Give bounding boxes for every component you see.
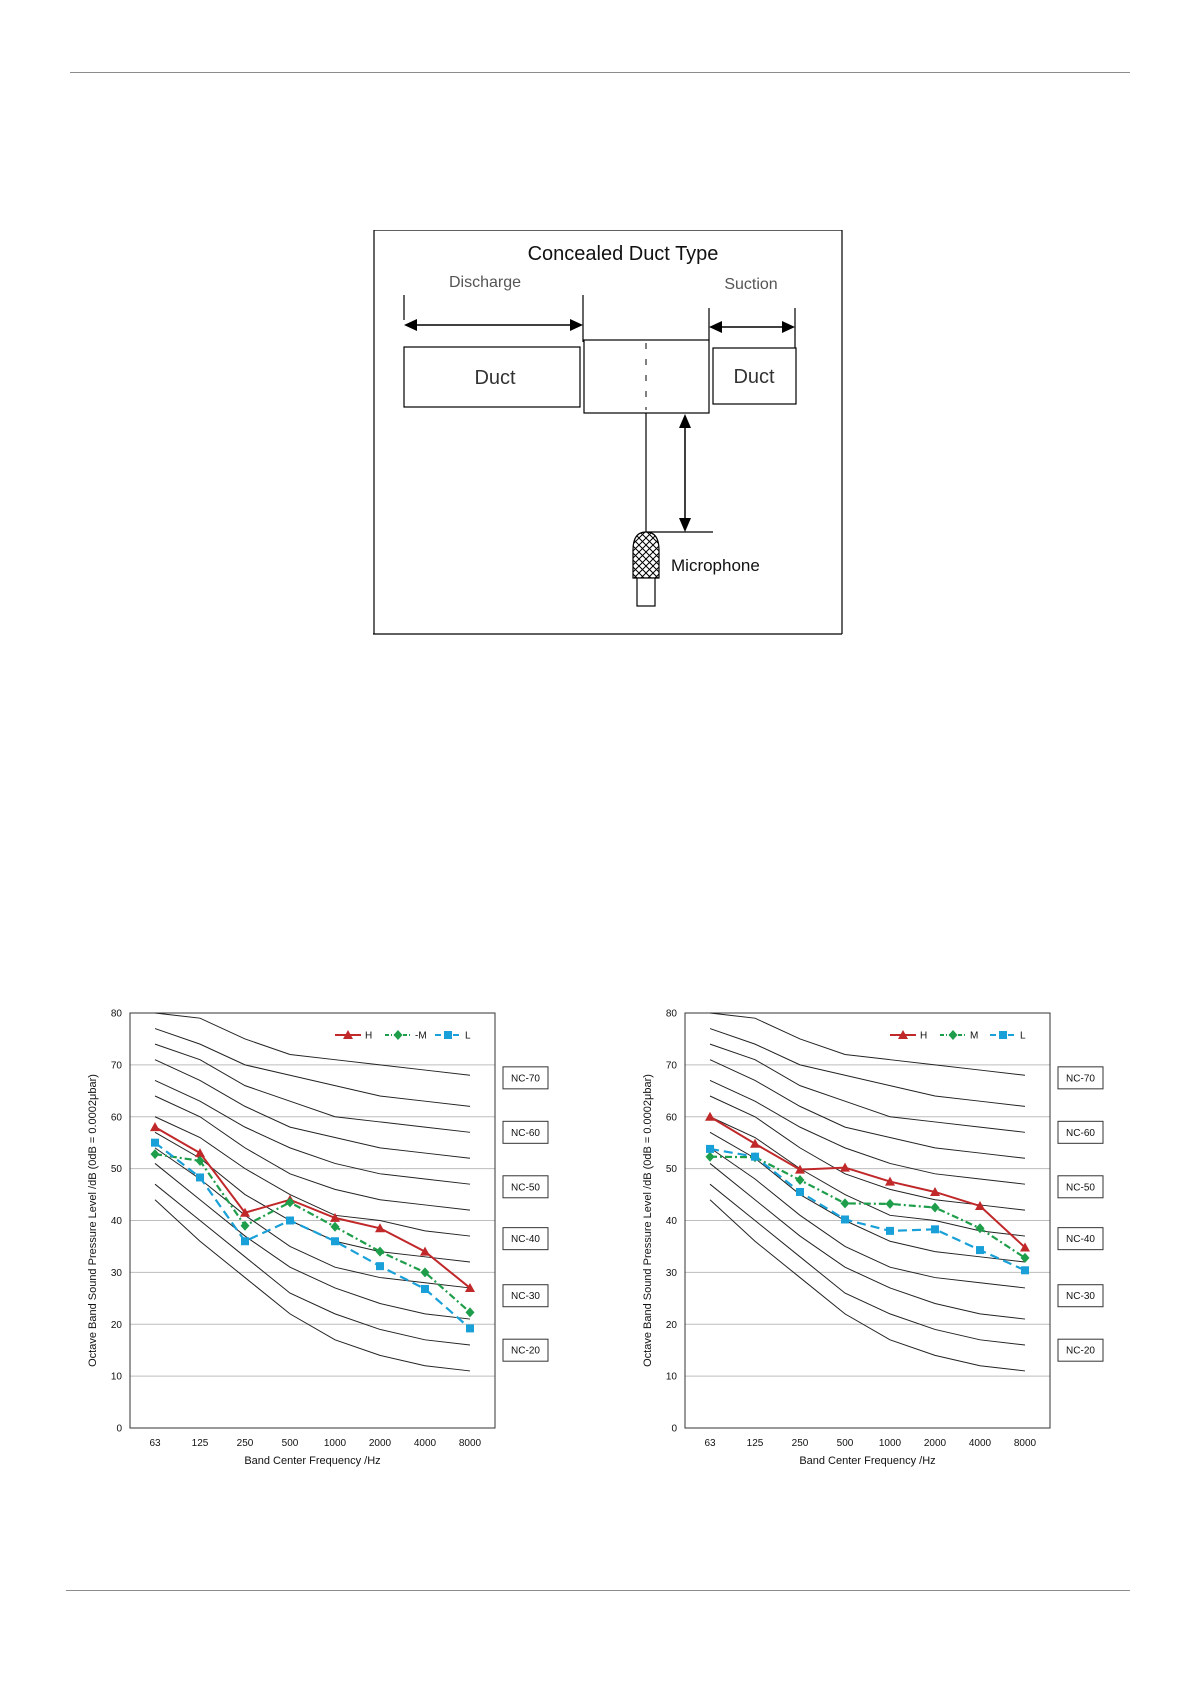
x-tick-label: 2000	[368, 1438, 392, 1449]
x-tick-label: 8000	[1013, 1438, 1037, 1449]
data-point	[751, 1153, 759, 1161]
data-point	[886, 1199, 895, 1209]
nc-curve	[710, 1117, 1025, 1236]
nc-label: NC-50	[511, 1182, 540, 1194]
data-point	[976, 1223, 985, 1233]
legend-marker	[444, 1031, 452, 1039]
nc-label: NC-40	[511, 1234, 540, 1246]
x-axis-title: Band Center Frequency /Hz	[244, 1455, 381, 1467]
y-tick-label: 80	[110, 1008, 122, 1020]
y-tick-label: 80	[665, 1008, 677, 1020]
data-point	[331, 1237, 339, 1245]
legend-label: L	[1020, 1030, 1026, 1042]
legend-label: -M	[415, 1030, 427, 1042]
data-point	[241, 1221, 250, 1231]
x-tick-label: 1000	[323, 1438, 347, 1449]
data-point	[706, 1152, 715, 1162]
y-tick-label: 50	[665, 1164, 677, 1176]
y-axis-title: Octave Band Sound Pressure Level /dB (0dB = 0.0002μbar)	[642, 1074, 654, 1367]
data-point	[195, 1148, 205, 1157]
x-tick-label: 125	[191, 1438, 209, 1449]
y-tick-label: 10	[665, 1371, 677, 1383]
y-tick-label: 20	[110, 1319, 122, 1331]
y-tick-label: 0	[671, 1423, 677, 1435]
data-point	[331, 1222, 340, 1232]
y-tick-label: 30	[110, 1267, 122, 1279]
nc-label: NC-20	[1066, 1345, 1095, 1357]
data-point	[421, 1285, 429, 1293]
x-tick-label: 250	[791, 1438, 809, 1449]
nc-label: NC-70	[1066, 1073, 1095, 1085]
microphone-label: Microphone	[671, 556, 760, 575]
nc-label: NC-50	[1066, 1182, 1095, 1194]
data-point	[796, 1175, 805, 1185]
data-point	[286, 1197, 295, 1207]
distance-arrow	[646, 413, 713, 532]
footer-rule	[66, 1590, 1130, 1591]
legend-label: L	[465, 1030, 471, 1042]
data-point	[286, 1217, 294, 1225]
nc-curve	[155, 1163, 470, 1319]
nc-chart-right	[635, 1005, 1155, 1530]
data-point	[796, 1188, 804, 1196]
microphone-icon	[633, 532, 659, 606]
data-point	[376, 1247, 385, 1257]
duct-right-label: Duct	[733, 366, 775, 388]
diagram-title: Concealed Duct Type	[527, 243, 719, 265]
y-tick-label: 10	[110, 1371, 122, 1383]
y-tick-label: 40	[110, 1216, 122, 1227]
data-point	[151, 1139, 159, 1147]
discharge-arrow	[404, 295, 583, 342]
data-point	[886, 1227, 894, 1235]
data-point	[706, 1145, 714, 1153]
duct-left-label: Duct	[474, 367, 516, 389]
nc-label: NC-60	[511, 1127, 540, 1139]
legend-label: M	[970, 1030, 979, 1042]
series-line-l	[155, 1143, 470, 1329]
nc-curve	[710, 1013, 1025, 1075]
x-tick-label: 8000	[458, 1438, 482, 1449]
x-tick-label: 63	[149, 1438, 161, 1449]
legend-label: H	[920, 1030, 928, 1042]
x-tick-label: 125	[746, 1438, 764, 1449]
data-point	[976, 1246, 984, 1254]
data-point	[466, 1324, 474, 1332]
data-point	[376, 1262, 384, 1270]
x-tick-label: 2000	[923, 1438, 947, 1449]
data-point	[196, 1173, 204, 1181]
y-tick-label: 50	[110, 1164, 122, 1176]
x-tick-label: 250	[236, 1438, 254, 1449]
legend-marker	[394, 1030, 403, 1040]
x-tick-label: 4000	[968, 1438, 992, 1449]
y-tick-label: 0	[116, 1423, 122, 1435]
nc-curve	[155, 1013, 470, 1075]
x-tick-label: 500	[836, 1438, 854, 1449]
x-tick-label: 4000	[413, 1438, 437, 1449]
y-tick-label: 40	[665, 1216, 677, 1227]
nc-curve	[710, 1163, 1025, 1319]
x-axis-title: Band Center Frequency /Hz	[799, 1455, 936, 1467]
nc-label: NC-20	[511, 1345, 540, 1357]
x-tick-label: 500	[281, 1438, 299, 1449]
data-point	[466, 1307, 475, 1317]
concealed-duct-diagram	[373, 230, 843, 635]
series-line-h	[155, 1127, 470, 1288]
discharge-label: Discharge	[448, 274, 522, 291]
y-axis-title: Octave Band Sound Pressure Level /dB (0dB = 0.0002μbar)	[87, 1074, 99, 1367]
data-point	[841, 1198, 850, 1208]
nc-label: NC-70	[511, 1073, 540, 1085]
data-point	[841, 1215, 849, 1223]
data-point	[241, 1237, 249, 1245]
y-tick-label: 70	[110, 1060, 122, 1072]
y-tick-label: 60	[665, 1112, 677, 1124]
legend-marker	[999, 1031, 1007, 1039]
y-tick-label: 20	[665, 1319, 677, 1331]
nc-label: NC-40	[1066, 1234, 1095, 1246]
data-point	[1021, 1266, 1029, 1274]
suction-label: Suction	[724, 276, 778, 293]
data-point	[420, 1247, 430, 1256]
nc-label: NC-30	[1066, 1291, 1095, 1303]
y-tick-label: 60	[110, 1112, 122, 1124]
header-rule	[70, 72, 1130, 73]
nc-chart-left	[80, 1005, 600, 1530]
nc-label: NC-60	[1066, 1127, 1095, 1139]
y-tick-label: 70	[665, 1060, 677, 1072]
data-point	[931, 1225, 939, 1233]
nc-label: NC-30	[511, 1291, 540, 1303]
data-point	[150, 1122, 160, 1131]
legend-marker	[949, 1030, 958, 1040]
suction-arrow	[709, 308, 795, 348]
x-tick-label: 1000	[878, 1438, 902, 1449]
legend-label: H	[365, 1030, 373, 1042]
data-point	[931, 1203, 940, 1213]
x-tick-label: 63	[704, 1438, 716, 1449]
nc-curve	[710, 1200, 1025, 1371]
y-tick-label: 30	[665, 1267, 677, 1279]
